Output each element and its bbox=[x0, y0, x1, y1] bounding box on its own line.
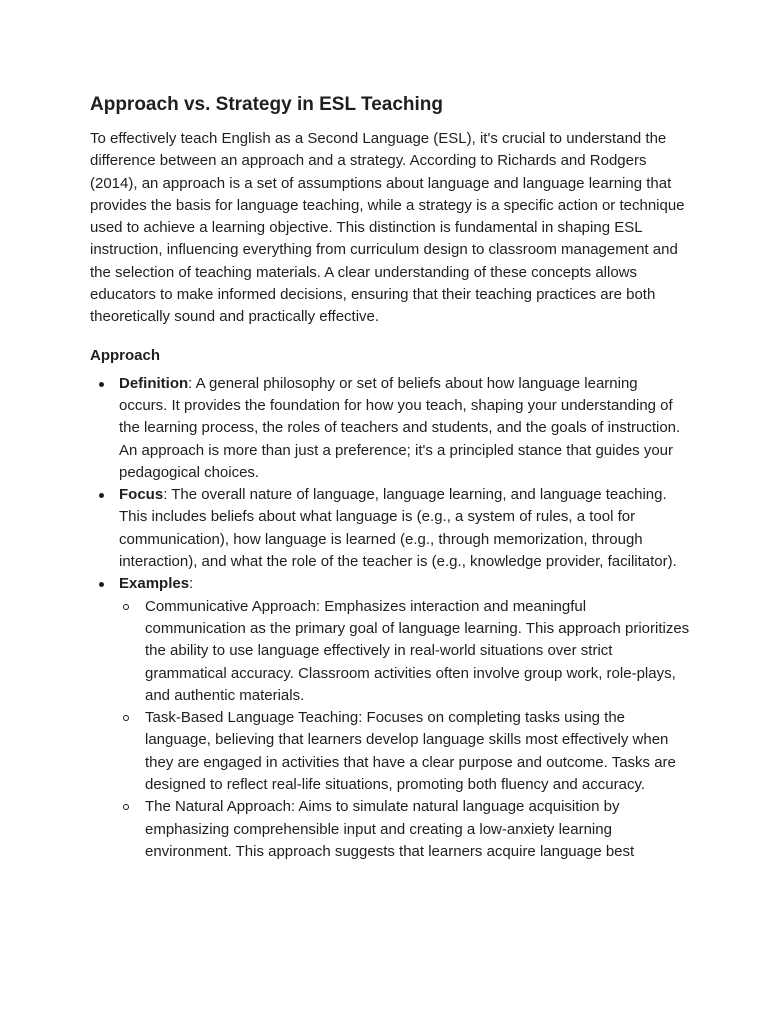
examples-label: Examples bbox=[119, 575, 190, 593]
definition-text: : A general philosophy or set of beliefs about how language learning occurs. It provides the foundation for how you teach, shaping your understanding of the learning process, the roles of teachers and students, and the goals of instruction. An approach is more than just a preference; it's a principled stance that guides your pedagogical choices. bbox=[119, 374, 681, 481]
examples-sublist bbox=[119, 596, 690, 864]
list-item-examples bbox=[90, 573, 690, 863]
document-page bbox=[90, 92, 690, 863]
examples-colon: : bbox=[189, 575, 194, 593]
approach-list bbox=[90, 373, 690, 864]
example-item: The Natural Approach: Aims to simulate natural language acquisition by emphasizing comprehensible input and creating a low-anxiety learning environment. This approach suggests that learners acquire language best bbox=[119, 796, 690, 863]
document-title: Approach vs. Strategy in ESL Teaching bbox=[90, 94, 443, 115]
example-item: Communicative Approach: Emphasizes interaction and meaningful communication as the primary goal of language learning. This approach prioritizes the ability to use language effectively in real-world situations over strict grammatical accuracy. Classroom activities often involve group work, role-plays, and authentic materials. bbox=[119, 596, 690, 707]
intro-paragraph: To effectively teach English as a Second Language (ESL), it's crucial to understand the difference between an approach and a strategy. According to Richards and Rodgers (2014), an approach is a set of assumptions about language and language learning that provides the basis for language teaching, while a strategy is a specific action or technique used to achieve a learning objective. This distinction is fundamental in shaping ESL instruction, influencing everything from curriculum design to classroom management and the selection of teaching materials. A clear understanding of these concepts allows educators to make informed decisions, ensuring that their teaching practices are both theoretically sound and practically effective. bbox=[90, 130, 685, 326]
focus-text: : The overall nature of language, language learning, and language teaching. This includes beliefs about what language is (e.g., a system of rules, a tool for communication), how language is learned (e.g., through memorization, through interaction), and what the role of the teacher is (e.g., knowledge provider, facilitator). bbox=[119, 486, 677, 571]
list-item-focus bbox=[90, 484, 690, 573]
example-item: Task-Based Language Teaching: Focuses on completing tasks using the language, believing that learners develop language skills most effectively when they are engaged in activities that have a clear purpose and outcome. Tasks are designed to reflect real-life situations, promoting both fluency and accuracy. bbox=[119, 707, 690, 796]
section-heading-approach: Approach bbox=[90, 346, 161, 364]
list-item-definition bbox=[90, 373, 690, 484]
focus-label: Focus bbox=[119, 486, 164, 504]
definition-label: Definition bbox=[119, 374, 189, 392]
